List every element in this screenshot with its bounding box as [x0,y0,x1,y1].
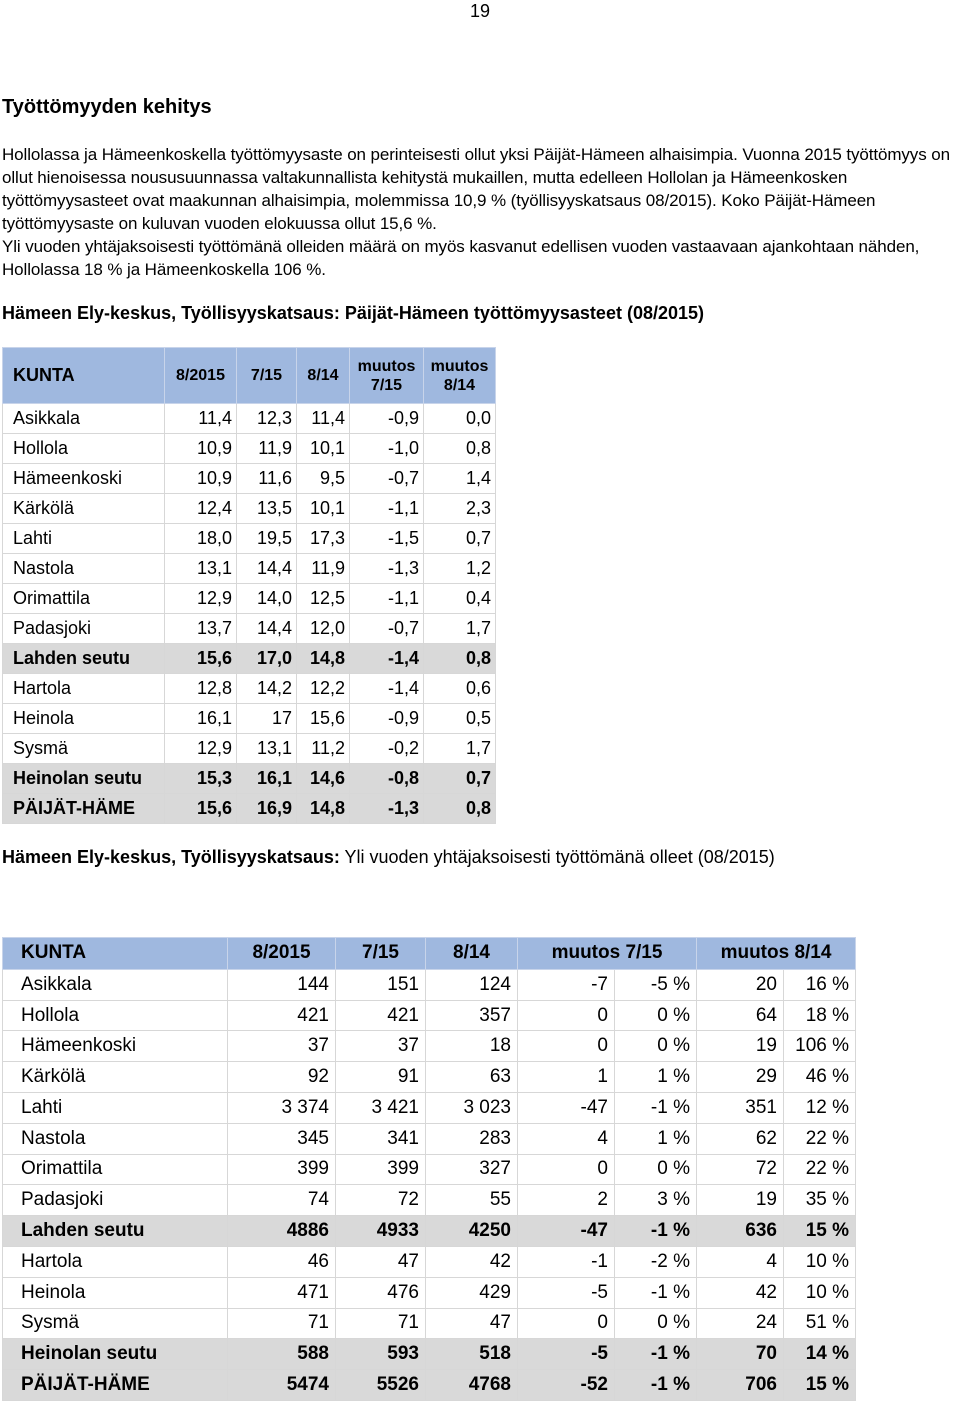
value-cell: 10 % [784,1277,856,1308]
table1-header-cell: muutos 7/15 [350,348,424,404]
value-cell: 106 % [784,1031,856,1062]
value-cell: 3 374 [228,1093,336,1124]
municipality-cell: Padasjoki [3,1185,228,1216]
table-row [3,1370,856,1401]
value-cell: 4 [518,1123,615,1154]
value-cell: 0,0 [424,404,496,434]
value-cell: -1,1 [350,494,424,524]
value-cell: 12,4 [165,494,237,524]
value-cell: 0 [518,1154,615,1185]
municipality-cell: Orimattila [3,584,165,614]
table-row [3,1123,856,1154]
value-cell: 14 % [784,1339,856,1370]
value-cell: -1,4 [350,644,424,674]
value-cell: 37 [228,1031,336,1062]
value-cell: 14,8 [297,644,350,674]
value-cell: 47 [426,1308,518,1339]
value-cell: 13,7 [165,614,237,644]
value-cell: 0 % [615,1308,697,1339]
value-cell: 10,1 [297,434,350,464]
value-cell: 3 421 [336,1093,426,1124]
table-row [3,1031,856,1062]
value-cell: 0,8 [424,794,496,824]
value-cell: 1,7 [424,614,496,644]
value-cell: 42 [426,1246,518,1277]
value-cell: 12,5 [297,584,350,614]
value-cell: 51 % [784,1308,856,1339]
value-cell: -1 % [615,1216,697,1247]
value-cell: 15 % [784,1216,856,1247]
paragraph-long-term-unemployed: Yli vuoden yhtäjaksoisesti työttömänä olleiden määrä on myös kasvanut edellisen vuoden vastaavaan ajankohtaan nähden, Hollolassa 18 % ja Hämeenkoskella 106 %. [2,237,920,279]
value-cell: 10 % [784,1246,856,1277]
value-cell: 0 [518,1031,615,1062]
value-cell: 12,8 [165,674,237,704]
value-cell: 18 [426,1031,518,1062]
value-cell: -1 % [615,1093,697,1124]
value-cell: 15,6 [297,704,350,734]
table-row [3,1062,856,1093]
value-cell: -1,4 [350,674,424,704]
value-cell: 11,4 [297,404,350,434]
value-cell: 593 [336,1339,426,1370]
value-cell: 17 [237,704,297,734]
value-cell: 3 % [615,1185,697,1216]
value-cell: 4933 [336,1216,426,1247]
value-cell: 4768 [426,1370,518,1401]
table-row [3,704,496,734]
municipality-cell: Lahden seutu [3,1216,228,1247]
table-row [3,584,496,614]
value-cell: -1,0 [350,434,424,464]
value-cell: -1,5 [350,524,424,554]
paragraph-intro: Hollolassa ja Hämeenkoskella työttömyysaste on perinteisesti ollut yksi Päijät-Hämeen alhaisimpia. Vuonna 2015 työttömyys on ollut hienoisessa noususuunnassa valtakunnallista kehitystä mukaillen, mutta edelleen Hollolan ja Hämeenkosken työttömyysasteet ovat maakunnan alhaisimpia, molemmissa 10,9 % (työllisyyskatsaus 08/2015). Koko Päijät-Hämeen työttömyysaste on kuluvan vuoden elokuussa ollut 15,6 %. [2,145,950,233]
value-cell: 14,4 [237,554,297,584]
municipality-cell: Sysmä [3,1308,228,1339]
table-row [3,614,496,644]
municipality-cell: Heinola [3,704,165,734]
municipality-cell: Padasjoki [3,614,165,644]
value-cell: 4250 [426,1216,518,1247]
value-cell: 0 % [615,1031,697,1062]
value-cell: 71 [336,1308,426,1339]
value-cell: -0,9 [350,404,424,434]
table-row [3,1000,856,1031]
table1-caption: Hämeen Ely-keskus, Työllisyyskatsaus: Päijät-Hämeen työttömyysasteet (08/2015) [2,303,704,323]
value-cell: 12,2 [297,674,350,704]
value-cell: 1 % [615,1123,697,1154]
value-cell: 14,2 [237,674,297,704]
table-row [3,554,496,584]
table-row [3,1185,856,1216]
table-row [3,434,496,464]
value-cell: 72 [336,1185,426,1216]
table-row [3,494,496,524]
value-cell: 0 [518,1000,615,1031]
value-cell: 19 [697,1185,784,1216]
value-cell: -7 [518,969,615,1000]
value-cell: 1,4 [424,464,496,494]
table1-header-cell: 7/15 [237,348,297,404]
value-cell: 357 [426,1000,518,1031]
value-cell: 0,4 [424,584,496,614]
value-cell: 47 [336,1246,426,1277]
section-heading: Työttömyyden kehitys [2,96,212,118]
value-cell: 588 [228,1339,336,1370]
municipality-cell: PÄIJÄT-HÄME [3,794,165,824]
table-row [3,969,856,1000]
value-cell: 19,5 [237,524,297,554]
value-cell: -1 [518,1246,615,1277]
value-cell: 0,8 [424,644,496,674]
value-cell: 35 % [784,1185,856,1216]
table-row [3,1246,856,1277]
long-term-unemployed-table [2,937,856,1401]
table-row [3,1308,856,1339]
table1-header-cell: muutos 8/14 [424,348,496,404]
table-row [3,464,496,494]
value-cell: 72 [697,1154,784,1185]
value-cell: -0,7 [350,614,424,644]
value-cell: -0,7 [350,464,424,494]
value-cell: 15,3 [165,764,237,794]
value-cell: 12,0 [297,614,350,644]
value-cell: -1,3 [350,794,424,824]
value-cell: 14,4 [237,614,297,644]
table2-header-cell: KUNTA [3,938,228,970]
value-cell: 4 [697,1246,784,1277]
value-cell: 327 [426,1154,518,1185]
value-cell: 46 [228,1246,336,1277]
municipality-cell: Hartola [3,674,165,704]
value-cell: 13,5 [237,494,297,524]
value-cell: -1 % [615,1370,697,1401]
value-cell: 15 % [784,1370,856,1401]
value-cell: -0,8 [350,764,424,794]
table1-header-cell: KUNTA [3,348,165,404]
table2-caption-title: Yli vuoden yhtäjaksoisesti työttömänä olleet (08/2015) [339,847,775,867]
value-cell: -5 [518,1339,615,1370]
value-cell: 0 % [615,1154,697,1185]
table-row [3,674,496,704]
value-cell: 14,8 [297,794,350,824]
value-cell: 46 % [784,1062,856,1093]
value-cell: 341 [336,1123,426,1154]
municipality-cell: Asikkala [3,969,228,1000]
value-cell: 11,9 [297,554,350,584]
value-cell: -47 [518,1093,615,1124]
value-cell: 64 [697,1000,784,1031]
value-cell: 55 [426,1185,518,1216]
municipality-cell: Lahti [3,1093,228,1124]
value-cell: 18,0 [165,524,237,554]
value-cell: 421 [336,1000,426,1031]
value-cell: 17,3 [297,524,350,554]
value-cell: 1,2 [424,554,496,584]
value-cell: 351 [697,1093,784,1124]
municipality-cell: Heinola [3,1277,228,1308]
table2-caption-source: Hämeen Ely-keskus, Työllisyyskatsaus: [2,847,340,867]
table2-header-cell: 7/15 [336,938,426,970]
value-cell: 16,1 [165,704,237,734]
table2-caption [2,846,775,868]
value-cell: 706 [697,1370,784,1401]
municipality-cell: Hämeenkoski [3,1031,228,1062]
value-cell: 92 [228,1062,336,1093]
value-cell: -1 % [615,1277,697,1308]
value-cell: 4886 [228,1216,336,1247]
municipality-cell: Asikkala [3,404,165,434]
value-cell: 16 % [784,969,856,1000]
value-cell: 18 % [784,1000,856,1031]
table-row [3,1154,856,1185]
table2-header-cell: 8/14 [426,938,518,970]
table-row [3,524,496,554]
value-cell: -47 [518,1216,615,1247]
table-row [3,1277,856,1308]
value-cell: 476 [336,1277,426,1308]
value-cell: 13,1 [237,734,297,764]
municipality-cell: Nastola [3,554,165,584]
municipality-cell: PÄIJÄT-HÄME [3,1370,228,1401]
value-cell: 22 % [784,1123,856,1154]
value-cell: 11,9 [237,434,297,464]
value-cell: -5 % [615,969,697,1000]
value-cell: 91 [336,1062,426,1093]
municipality-cell: Heinolan seutu [3,764,165,794]
table-row [3,764,496,794]
value-cell: 345 [228,1123,336,1154]
value-cell: 62 [697,1123,784,1154]
value-cell: 471 [228,1277,336,1308]
value-cell: 0,7 [424,764,496,794]
value-cell: 1,7 [424,734,496,764]
value-cell: -5 [518,1277,615,1308]
value-cell: 16,1 [237,764,297,794]
value-cell: 13,1 [165,554,237,584]
table1-header-cell: 8/14 [297,348,350,404]
value-cell: 151 [336,969,426,1000]
value-cell: 17,0 [237,644,297,674]
value-cell: 518 [426,1339,518,1370]
value-cell: 14,0 [237,584,297,614]
municipality-cell: Lahden seutu [3,644,165,674]
table-row [3,734,496,764]
value-cell: 22 % [784,1154,856,1185]
table-row [3,1339,856,1370]
unemployment-rate-table [2,347,496,824]
value-cell: 12 % [784,1093,856,1124]
value-cell: 283 [426,1123,518,1154]
municipality-cell: Orimattila [3,1154,228,1185]
value-cell: 5526 [336,1370,426,1401]
value-cell: 15,6 [165,794,237,824]
page-number: 19 [469,1,491,21]
value-cell: 29 [697,1062,784,1093]
table2-header-row [3,938,856,970]
municipality-cell: Hollola [3,434,165,464]
value-cell: 10,9 [165,464,237,494]
value-cell: 15,6 [165,644,237,674]
value-cell: 0,8 [424,434,496,464]
value-cell: 74 [228,1185,336,1216]
value-cell: 3 023 [426,1093,518,1124]
value-cell: 1 [518,1062,615,1093]
value-cell: 20 [697,969,784,1000]
value-cell: 71 [228,1308,336,1339]
value-cell: -2 % [615,1246,697,1277]
table-row [3,404,496,434]
value-cell: -0,9 [350,704,424,734]
value-cell: 11,6 [237,464,297,494]
table2-header-cell: 8/2015 [228,938,336,970]
value-cell: 24 [697,1308,784,1339]
value-cell: 0 [518,1308,615,1339]
value-cell: 16,9 [237,794,297,824]
municipality-cell: Hämeenkoski [3,464,165,494]
value-cell: 144 [228,969,336,1000]
value-cell: 12,9 [165,734,237,764]
table-row [3,1093,856,1124]
value-cell: 2,3 [424,494,496,524]
value-cell: 5474 [228,1370,336,1401]
value-cell: 10,1 [297,494,350,524]
value-cell: 12,3 [237,404,297,434]
value-cell: 19 [697,1031,784,1062]
value-cell: 0,6 [424,674,496,704]
value-cell: 12,9 [165,584,237,614]
value-cell: -0,2 [350,734,424,764]
value-cell: 10,9 [165,434,237,464]
value-cell: 11,4 [165,404,237,434]
municipality-cell: Kärkölä [3,494,165,524]
table2-header-cell: muutos 7/15 [518,938,697,970]
municipality-cell: Kärkölä [3,1062,228,1093]
municipality-cell: Hollola [3,1000,228,1031]
value-cell: 399 [336,1154,426,1185]
table1-header-row [3,348,496,404]
value-cell: -52 [518,1370,615,1401]
value-cell: 124 [426,969,518,1000]
value-cell: 63 [426,1062,518,1093]
value-cell: 9,5 [297,464,350,494]
municipality-cell: Nastola [3,1123,228,1154]
value-cell: 70 [697,1339,784,1370]
value-cell: 14,6 [297,764,350,794]
value-cell: 399 [228,1154,336,1185]
value-cell: 421 [228,1000,336,1031]
value-cell: 2 [518,1185,615,1216]
value-cell: 636 [697,1216,784,1247]
value-cell: 0,7 [424,524,496,554]
table2-header-cell: muutos 8/14 [697,938,856,970]
table-row [3,1216,856,1247]
value-cell: -1,3 [350,554,424,584]
value-cell: -1,1 [350,584,424,614]
municipality-cell: Lahti [3,524,165,554]
value-cell: 0,5 [424,704,496,734]
municipality-cell: Sysmä [3,734,165,764]
value-cell: 1 % [615,1062,697,1093]
table1-header-cell: 8/2015 [165,348,237,404]
value-cell: 429 [426,1277,518,1308]
value-cell: -1 % [615,1339,697,1370]
table-row [3,644,496,674]
value-cell: 37 [336,1031,426,1062]
value-cell: 42 [697,1277,784,1308]
municipality-cell: Hartola [3,1246,228,1277]
value-cell: 0 % [615,1000,697,1031]
table-row [3,794,496,824]
value-cell: 11,2 [297,734,350,764]
municipality-cell: Heinolan seutu [3,1339,228,1370]
